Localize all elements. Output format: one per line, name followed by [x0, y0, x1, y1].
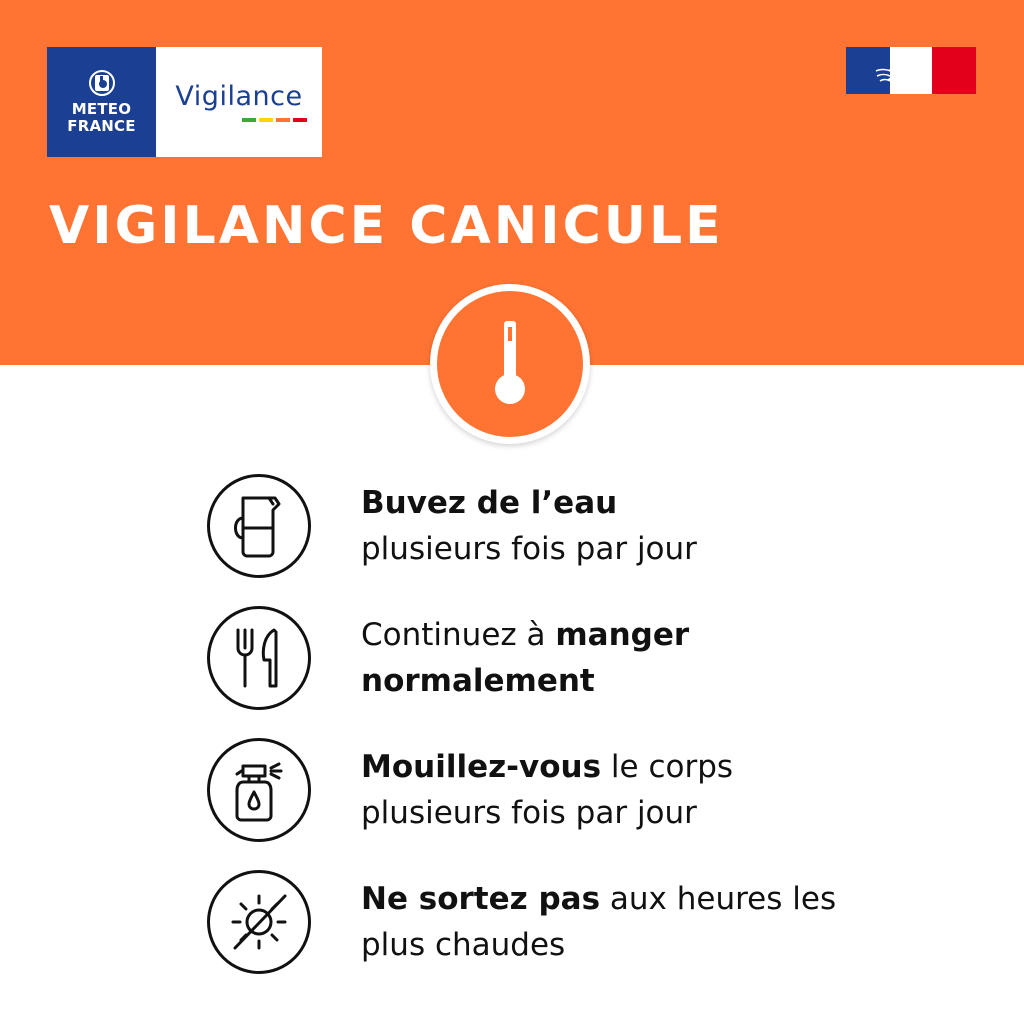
meteo-france-mark-icon: [88, 69, 116, 97]
france-label: FRANCE: [67, 117, 136, 135]
advice-2-bold: manger normalement: [361, 617, 690, 699]
advice-4-text: aux heures les plus chaudes: [361, 881, 837, 963]
advice-4-bold: Ne sortez pas: [361, 881, 601, 917]
advice-item-wet-body: [207, 737, 847, 843]
advice-icon-circle: [207, 606, 311, 710]
vigilance-level-bar: [242, 118, 307, 122]
level-yellow: [259, 118, 273, 122]
advice-icon-circle: [207, 870, 311, 974]
republique-francaise-flag-icon: [846, 47, 976, 94]
page-title: VIGILANCE CANICULE: [49, 196, 724, 256]
advice-1-text: plusieurs fois par jour: [361, 531, 697, 567]
advice-icon-circle: [207, 474, 311, 578]
advice-3-text: le corps plusieurs fois par jour: [361, 749, 734, 831]
advice-item-stay-inside: [207, 869, 847, 975]
meteo-france-logo: [47, 47, 156, 157]
fork-knife-icon: [232, 626, 286, 690]
advice-item-eat-normally: [207, 605, 847, 711]
vigilance-wordmark: Vigilance: [175, 81, 303, 112]
thermometer-badge: [430, 284, 590, 444]
level-orange: [276, 118, 290, 122]
meteo-label: METEO: [71, 100, 132, 118]
no-sun-icon: [227, 890, 291, 954]
level-green: [242, 118, 256, 122]
advice-icon-circle: [207, 738, 311, 842]
water-jug-icon: [229, 494, 289, 558]
advice-2-text: Continuez à: [361, 617, 556, 653]
level-red: [293, 118, 307, 122]
advice-1-bold: Buvez de l’eau: [361, 485, 618, 521]
advice-3-bold: Mouillez-vous: [361, 749, 602, 785]
spray-bottle-icon: [227, 758, 291, 822]
thermometer-icon: [490, 321, 530, 407]
advice-item-drink-water: [207, 473, 847, 579]
vigilance-logo: [47, 47, 322, 157]
